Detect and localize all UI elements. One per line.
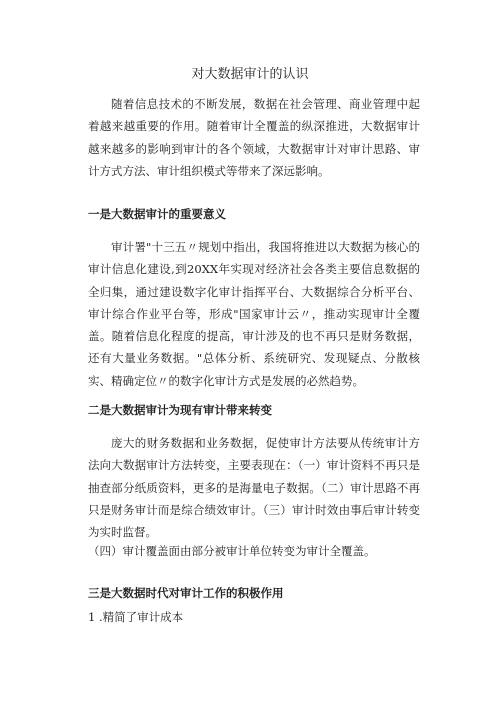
- section2-paragraph: 庞大的财务数据和业务数据，促使审计方法要从传统审计方法向大数据审计方法转变，主要表现在：（一）审计资料不再只是抽查部分纸质资料，更多的是海量电子数据。（二）审计思路不再只是财务审计而是综合绩效审计。（三）审计时效由事后审计转变为实时监督。: [88, 436, 420, 540]
- section1-heading: 一是大数据审计的重要意义: [88, 207, 226, 221]
- section3-item1: 1 .精简了审计成本: [88, 610, 184, 624]
- section2-heading: 二是大数据审计为现有审计带来转变: [88, 403, 272, 417]
- section2-item4: （四）审计覆盖面由部分被审计单位转变为审计全覆盖。: [88, 544, 376, 558]
- section1-paragraph: 审计署"十三五〃规划中指出，我国将推进以大数据为核心的审计信息化建设,到20XX年实现对经济社会各类主要信息数据的全归集，通过建设数字化审计指挥平台、大数据综合分析平台、审计综合作业平台等，形成"国家审计云〃，推动实现审计全覆盖。随着信息化程度的提高，审计涉及的也不再只是财务数据，还有大量业务数据。"总体分析、系统研究、发现疑点、分散核实、精确定位〃的数字化审计方式是发展的必然趋势。: [88, 240, 420, 388]
- document-title: 对大数据审计的认识: [191, 67, 309, 82]
- intro-paragraph: 随着信息技术的不断发展，数据在社会管理、商业管理中起着越来越重要的作用。随着审计全覆盖的纵深推进，大数据审计越来越多的影响到审计的各个领域，大数据审计对审计思路、审计方式方法、审计组织模式等带来了深远影响。: [88, 97, 420, 178]
- section3-heading: 三是大数据时代对审计工作的积极作用: [88, 586, 284, 600]
